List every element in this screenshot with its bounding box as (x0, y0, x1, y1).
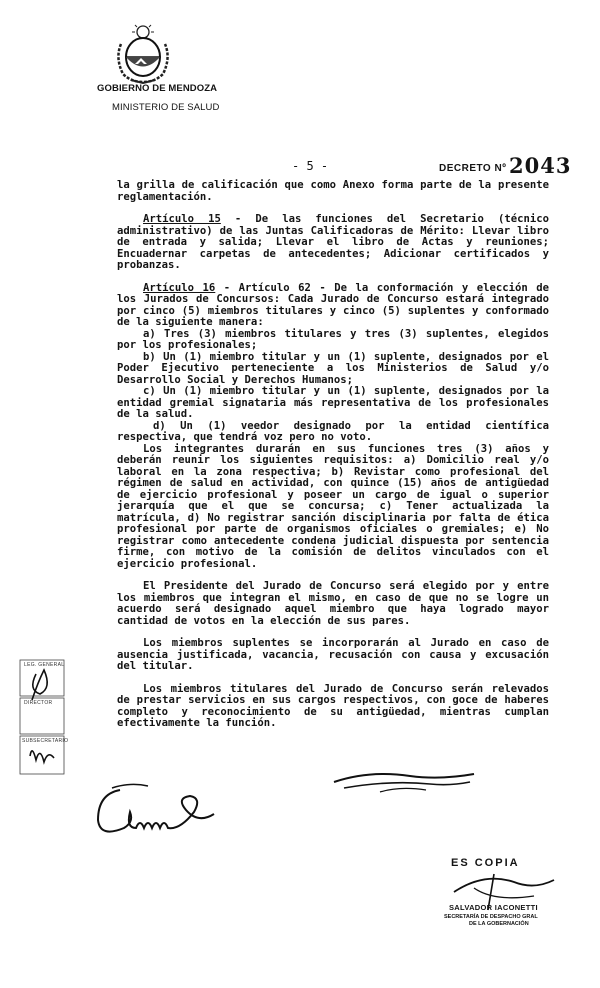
copy-stamp-role-2: DE LA GOBERNACIÓN (469, 921, 529, 927)
stamp-label-director: DIRECTOR (24, 700, 53, 706)
article-15 (117, 214, 549, 272)
paragraph-titulares: Los miembros titulares del Jurado de Concurso serán relevados de prestar servicios en sus cargos respectivos, con goce de haberes completo y reconocimiento de su antigüedad, mientras cumplan efectivamente la función. (117, 682, 549, 729)
list-item-d: d) Un (1) veedor designado por la entidad científica respectiva, que tendrá voz pero no voto. (117, 419, 549, 443)
signature-right (330, 762, 480, 802)
decree-label: DECRETO Nº (439, 163, 507, 174)
article-16 (117, 283, 549, 571)
decree-number: 2043 (509, 153, 572, 178)
article-15-title: Artículo 15 (143, 213, 221, 225)
paragraph-grilla: la grilla de calificación que como Anexo forma parte de la presente reglamentación. (117, 179, 549, 203)
page-number: - 5 - (292, 159, 329, 173)
stamp-label-legal: LEG. GENERAL (24, 662, 65, 668)
copy-stamp-role: SECRETARÍA DE DESPACHO GRAL (444, 914, 538, 920)
signature-left (90, 768, 230, 848)
paragraph-integrantes: Los integrantes durarán en sus funciones tres (3) años y deberán reunir los siguientes requisitos: a) Domicilio real y/o laboral en la zona respectiva; b) Revistar como profesional del régimen de salud en actividad, con quince (15) años de antigüedad de ejercicio profesional y poseer un cargo de igual o superior jerarquía que el que se concursa; c) Tener actualizada la matrícula, d) No registrar sanción disciplinaria por falta de ética profesional por parte de organismos oficiales o gremiales; e) No registrar como antecedente condena judicial dispuesta por sentencia firme, con motivo de la comisión de delitos vinculados con el ejercicio profesional. (117, 442, 549, 570)
ministry-name: MINISTERIO DE SALUD (112, 102, 220, 113)
list-item-b: b) Un (1) miembro titular y un (1) suplente, designados por el Poder Ejecutivo perteneciente a los Ministerios de Salud y/o Desarrollo Social y Derechos Humanos; (117, 350, 549, 386)
stamp-label-subsecretario: SUBSECRETARIO (22, 738, 69, 744)
coat-of-arms-seal (111, 24, 175, 84)
article-16-text: - Artículo 62 - De la conformación y elección de los Jurados de Concursos: Cada Jurado de Concurso estará integrado por cinco (5) miembros titulares y cinco (5) suplentes y conformado de la siguiente manera: (117, 281, 549, 328)
paragraph-presidente: El Presidente del Jurado de Concurso será elegido por y entre los miembros que integran el mismo, en caso de que no se logre un acuerdo será designado aquel miembro que haya logrado mayor cantidad de votos en la elección de sus pares. (117, 580, 549, 627)
copy-stamp-name: SALVADOR IACONETTI (449, 903, 538, 912)
copy-stamp-title: ES COPIA (451, 857, 520, 869)
list-item-c: c) Un (1) miembro titular y un (1) suplente, designados por la entidad gremial signataria más representativa de los profesionales de la salud. (117, 385, 549, 420)
government-name: GOBIERNO DE MENDOZA (97, 83, 218, 94)
article-16-title: Artículo 16 (143, 281, 216, 294)
list-item-a: a) Tres (3) miembros titulares y tres (3) suplentes, elegidos por los profesionales; (117, 327, 549, 351)
paragraph-suplentes: Los miembros suplentes se incorporarán al Jurado en caso de ausencia justificada, vacancia, recusación con causa y excusación del titular. (117, 637, 549, 672)
margin-approval-stamps (18, 658, 68, 778)
article-15-text: - De las funciones del Secretario (técnico administrativo) de las Juntas Calificadoras de Mérito: Llevar libro de entrada y salida; Llevar el libro de Actas y reuniones; Encuadernar carpetas de antecedentes; Adicionar certificados y probanzas. (117, 213, 549, 271)
document-body (117, 180, 549, 741)
article-16-intro (117, 283, 549, 329)
